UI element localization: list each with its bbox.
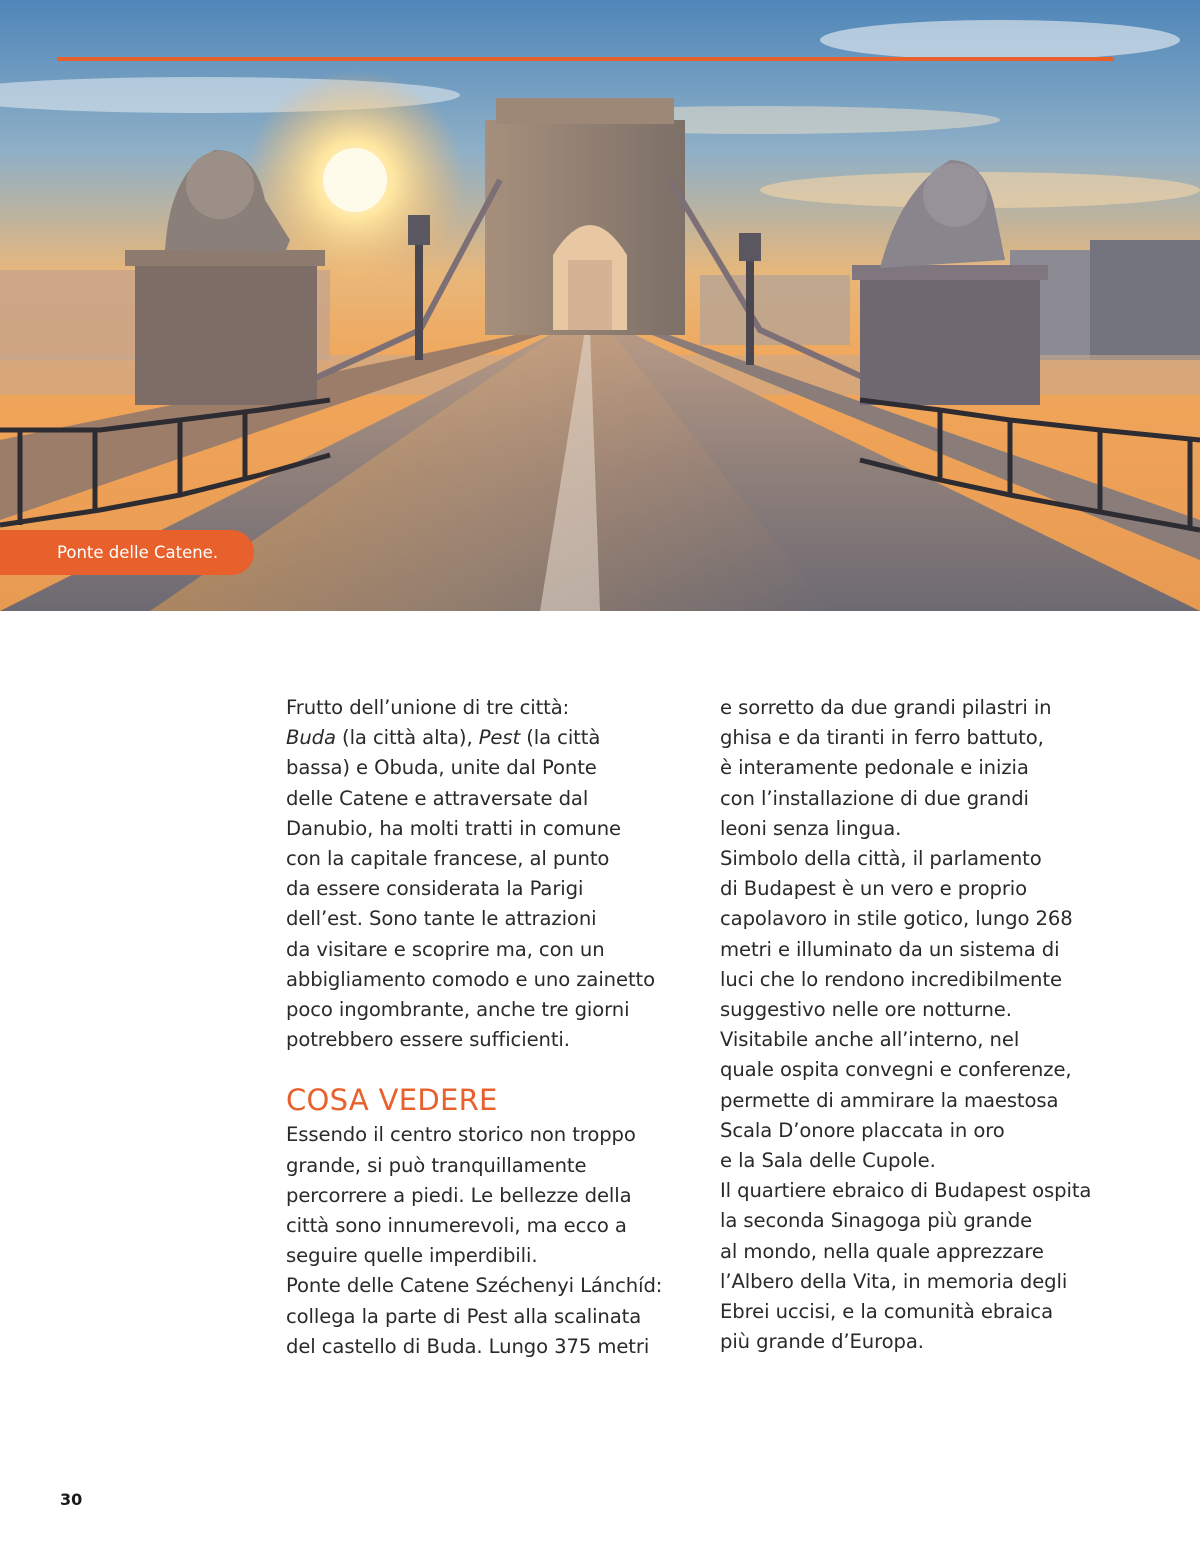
text-line: Danubio, ha molti tratti in comune <box>286 816 621 840</box>
text-line: Visitabile anche all’interno, nel <box>720 1028 1020 1052</box>
text-line: l’Albero della Vita, in memoria degli <box>720 1269 1068 1293</box>
text-line: Frutto dell’unione di tre città: <box>286 696 570 719</box>
text-line: leoni senza lingua. <box>720 816 902 840</box>
hero-photo <box>0 0 1200 611</box>
text-line: e sorretto da due grandi pilastri in <box>720 696 1052 719</box>
photo-caption: Ponte delle Catene. <box>0 530 254 575</box>
text-line: metri e illuminato da un sistema di <box>720 937 1060 961</box>
top-accent-rule <box>57 57 1114 61</box>
text-line: collega la parte di Pest alla scalinata <box>286 1304 642 1328</box>
chain-bridge-illustration <box>0 0 1200 611</box>
intro-paragraph <box>286 693 706 1055</box>
text-line: Buda (la città alta), Pest (la città <box>286 726 601 750</box>
continued-paragraph <box>720 693 1140 1357</box>
text-line: Essendo il centro storico non troppo <box>286 1123 636 1147</box>
text-line: Ebrei uccisi, e la comunità ebraica <box>720 1300 1053 1324</box>
text-line: più grande d’Europa. <box>720 1330 924 1354</box>
text-line: seguire quelle imperdibili. <box>286 1244 538 1268</box>
text-line: percorrere a piedi. Le bellezze della <box>286 1183 632 1207</box>
text-line: al mondo, nella quale apprezzare <box>720 1239 1044 1263</box>
text-line: delle Catene e attraversate dal <box>286 786 589 810</box>
text-line: permette di ammirare la maestosa <box>720 1088 1059 1112</box>
text-line: con la capitale francese, al punto <box>286 847 610 871</box>
text-line: e la Sala delle Cupole. <box>720 1149 936 1173</box>
text-line: da visitare e scoprire ma, con un <box>286 937 605 961</box>
text-line: ghisa e da tiranti in ferro battuto, <box>720 726 1044 750</box>
text-line: capolavoro in stile gotico, lungo 268 <box>720 907 1073 931</box>
text-line: Simbolo della città, il parlamento <box>720 847 1042 871</box>
text-line: luci che lo rendono incredibilmente <box>720 967 1062 991</box>
text-line: quale ospita convegni e conferenze, <box>720 1058 1072 1082</box>
text-line: Scala D’onore placcata in oro <box>720 1118 1005 1142</box>
text-line: grande, si può tranquillamente <box>286 1153 587 1177</box>
text-line: città sono innumerevoli, ma ecco a <box>286 1214 627 1238</box>
text-line: è interamente pedonale e inizia <box>720 756 1029 780</box>
text-line: abbigliamento comodo e uno zainetto <box>286 967 656 991</box>
section-heading: COSA VEDERE <box>286 1083 498 1118</box>
text-line: potrebbero essere sufficienti. <box>286 1028 570 1052</box>
text-line: del castello di Buda. Lungo 375 metri <box>286 1334 650 1358</box>
text-line: Il quartiere ebraico di Budapest ospita <box>720 1179 1092 1203</box>
section-paragraph <box>286 1120 706 1362</box>
text-line: da essere considerata la Parigi <box>286 877 584 901</box>
article-column-left <box>286 693 706 1362</box>
text-line: suggestivo nelle ore notturne. <box>720 998 1012 1022</box>
text-line: bassa) e Obuda, unite dal Ponte <box>286 756 597 780</box>
text-line: di Budapest è un vero e proprio <box>720 877 1028 901</box>
page-number: 30 <box>60 1490 83 1509</box>
text-line: la seconda Sinagoga più grande <box>720 1209 1033 1233</box>
text-line: con l’installazione di due grandi <box>720 786 1029 810</box>
text-line: Ponte delle Catene Széchenyi Lánchíd: <box>286 1274 663 1298</box>
text-line: dell’est. Sono tante le attrazioni <box>286 907 597 931</box>
article-column-right <box>720 693 1140 1357</box>
text-line: poco ingombrante, anche tre giorni <box>286 998 630 1022</box>
